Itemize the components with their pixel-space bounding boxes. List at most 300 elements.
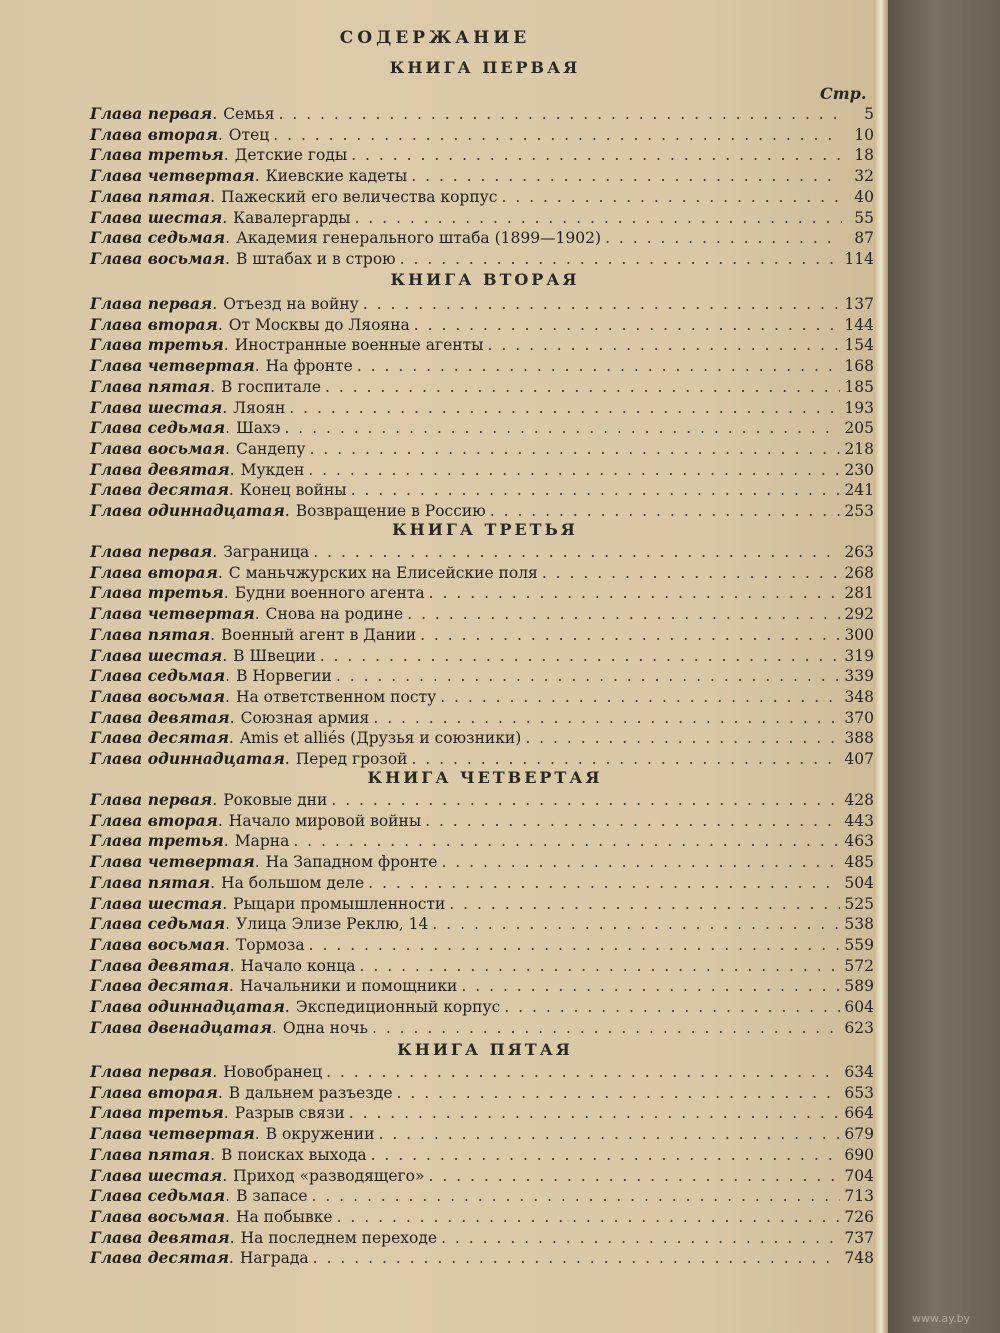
page-number: 690 bbox=[844, 1145, 874, 1164]
book-heading: КНИГА ЧЕТВЕРТАЯ bbox=[367, 768, 603, 787]
separator: . bbox=[225, 915, 231, 934]
separator: . bbox=[225, 439, 230, 458]
toc-entry[interactable] bbox=[90, 935, 874, 956]
chapter-title: Улица Элизе Реклю, 14 bbox=[236, 915, 429, 934]
toc-entry[interactable] bbox=[90, 914, 874, 935]
separator: . bbox=[222, 646, 228, 665]
dot-leader bbox=[289, 399, 840, 417]
separator: . bbox=[223, 1104, 229, 1123]
toc-entry[interactable] bbox=[90, 439, 874, 460]
chapter-title: Приход «разводящего» bbox=[233, 1166, 425, 1185]
toc-entry[interactable] bbox=[90, 1248, 874, 1269]
page-number: 348 bbox=[844, 687, 874, 706]
chapter-title: На последнем переходе bbox=[240, 1228, 438, 1247]
toc-entry[interactable] bbox=[90, 315, 874, 336]
dot-leader bbox=[461, 977, 840, 995]
page-number: 114 bbox=[844, 249, 874, 268]
toc-entry[interactable] bbox=[90, 790, 874, 811]
separator: . bbox=[222, 208, 228, 227]
separator: . bbox=[284, 502, 290, 520]
dot-leader bbox=[414, 316, 841, 334]
chapter-title: Будни военного агента bbox=[234, 584, 425, 603]
toc-entry[interactable] bbox=[90, 166, 874, 187]
chapter-number: Глава шестая bbox=[90, 397, 223, 417]
chapter-title: Ляоян bbox=[233, 398, 286, 417]
dot-leader bbox=[441, 1229, 840, 1247]
chapter-title: В поисках выхода bbox=[221, 1145, 367, 1164]
separator: . bbox=[284, 750, 290, 768]
toc-entry[interactable] bbox=[90, 1124, 874, 1145]
toc-entry[interactable] bbox=[90, 1186, 874, 1207]
page-number: 319 bbox=[844, 646, 874, 665]
separator: . bbox=[229, 1228, 235, 1247]
page-number: 87 bbox=[854, 229, 874, 248]
page-number: 339 bbox=[844, 667, 874, 686]
chapter-number: Глава вторая bbox=[90, 562, 218, 582]
chapter-title: В окружении bbox=[265, 1125, 375, 1144]
separator: . bbox=[223, 832, 229, 851]
separator: . bbox=[254, 605, 260, 624]
page-number: 463 bbox=[844, 832, 874, 851]
page-number: 713 bbox=[844, 1187, 874, 1206]
page-number: 726 bbox=[844, 1207, 874, 1226]
dot-leader bbox=[525, 729, 840, 747]
separator: . bbox=[254, 1125, 260, 1144]
dot-leader bbox=[308, 461, 840, 479]
chapter-number: Глава четвертая bbox=[90, 356, 255, 376]
toc-entry[interactable] bbox=[90, 542, 874, 563]
dot-leader bbox=[337, 1208, 841, 1226]
chapter-title: Перед грозой bbox=[295, 750, 408, 768]
page-number: 40 bbox=[854, 187, 874, 206]
chapter-title: На большом деле bbox=[221, 873, 365, 892]
chapter-number: Глава пятая bbox=[90, 376, 211, 396]
chapter-number: Глава пятая bbox=[90, 186, 211, 206]
watermark: www.ay.by bbox=[912, 1312, 971, 1325]
dot-leader bbox=[425, 812, 840, 830]
chapter-number: Глава восьмая bbox=[90, 686, 226, 706]
chapter-number: Глава третья bbox=[90, 583, 224, 603]
chapter-title: Начало мировой войны bbox=[228, 811, 422, 830]
dot-leader bbox=[349, 1104, 841, 1122]
separator: . bbox=[271, 1018, 277, 1037]
chapter-number: Глава десятая bbox=[90, 976, 229, 996]
separator: . bbox=[228, 977, 234, 996]
dot-leader bbox=[360, 957, 841, 975]
chapter-number: Глава седьмая bbox=[90, 228, 226, 248]
dot-leader bbox=[397, 1084, 841, 1102]
page-column-label: Стр. bbox=[820, 84, 867, 103]
toc-entry[interactable] bbox=[90, 501, 874, 522]
chapter-number: Глава десятая bbox=[90, 728, 229, 748]
chapter-title: Отец bbox=[228, 125, 270, 144]
page-number: 370 bbox=[844, 708, 874, 727]
chapter-title: Начало конца bbox=[240, 956, 356, 975]
book-heading: КНИГА ТРЕТЬЯ bbox=[392, 520, 578, 539]
dot-leader bbox=[441, 853, 840, 871]
chapter-number: Глава первая bbox=[90, 1062, 213, 1081]
chapter-title: Заграница bbox=[223, 543, 310, 561]
separator: . bbox=[225, 229, 231, 248]
chapter-title: Рыцари промышленности bbox=[233, 894, 446, 913]
dot-leader bbox=[501, 188, 842, 206]
chapter-number: Глава первая bbox=[90, 542, 213, 561]
separator: . bbox=[222, 398, 228, 417]
toc-entry[interactable] bbox=[90, 125, 874, 146]
toc-entry[interactable] bbox=[90, 956, 874, 977]
dot-leader bbox=[420, 626, 840, 644]
toc-entry[interactable] bbox=[90, 873, 874, 894]
chapter-title: Детские годы bbox=[234, 146, 348, 165]
dot-leader bbox=[273, 126, 842, 144]
separator: . bbox=[229, 956, 235, 975]
chapter-title: В дальнем разъезде bbox=[228, 1083, 393, 1102]
chapter-title: На Западном фронте bbox=[265, 853, 438, 872]
dot-leader bbox=[371, 1146, 841, 1164]
chapter-title: Академия генерального штаба (1899—1902) bbox=[236, 229, 602, 248]
toc-entry[interactable] bbox=[90, 294, 874, 315]
page-number: 407 bbox=[844, 750, 874, 768]
chapter-number: Глава девятая bbox=[90, 1227, 230, 1247]
separator: . bbox=[217, 811, 223, 830]
dot-leader bbox=[325, 378, 840, 396]
chapter-number: Глава шестая bbox=[90, 645, 223, 665]
chapter-number: Глава седьмая bbox=[90, 666, 226, 686]
chapter-title: На побывке bbox=[235, 1207, 333, 1226]
toc-entry[interactable] bbox=[90, 377, 874, 398]
dot-leader bbox=[373, 709, 840, 727]
chapter-number: Глава девятая bbox=[90, 955, 230, 975]
separator: . bbox=[210, 873, 216, 892]
chapter-title: В штабах и в строю bbox=[235, 249, 396, 268]
chapter-title: Тормоза bbox=[235, 935, 305, 954]
toc-entry[interactable] bbox=[90, 1166, 874, 1187]
chapter-number: Глава первая bbox=[90, 790, 213, 809]
chapter-title: Одна ночь bbox=[282, 1018, 368, 1037]
separator: . bbox=[222, 894, 228, 913]
dot-leader bbox=[363, 295, 841, 313]
chapter-number: Глава третья bbox=[90, 145, 224, 165]
page-number: 504 bbox=[844, 873, 874, 892]
separator: . bbox=[212, 295, 218, 313]
dot-leader bbox=[368, 874, 840, 892]
page-number: 623 bbox=[844, 1018, 874, 1037]
page-number: 185 bbox=[844, 377, 874, 396]
separator: . bbox=[228, 729, 234, 748]
separator: . bbox=[222, 1166, 228, 1185]
page-number: 653 bbox=[844, 1083, 874, 1102]
toc-entry[interactable] bbox=[90, 1083, 874, 1104]
chapter-title: Мукден bbox=[240, 460, 305, 479]
dot-leader bbox=[357, 357, 841, 375]
toc-entry[interactable] bbox=[90, 1103, 874, 1124]
separator: . bbox=[229, 460, 235, 479]
chapter-number: Глава восьмая bbox=[90, 1206, 226, 1226]
chapter-number: Глава вторая bbox=[90, 1082, 218, 1102]
chapter-number: Глава шестая bbox=[90, 893, 223, 913]
separator: . bbox=[225, 687, 230, 706]
separator: . bbox=[225, 249, 230, 268]
separator: . bbox=[228, 1249, 234, 1268]
toc-entry[interactable] bbox=[90, 852, 874, 873]
chapter-title: Экспедиционный корпус bbox=[295, 998, 501, 1016]
chapter-title: Роковые дни bbox=[223, 791, 328, 809]
page-number: 748 bbox=[844, 1249, 874, 1268]
chapter-number: Глава третья bbox=[90, 831, 224, 851]
chapter-title: Военный агент в Дании bbox=[221, 625, 417, 644]
chapter-number: Глава четвертая bbox=[90, 852, 255, 872]
page-number: 485 bbox=[844, 853, 874, 872]
separator: . bbox=[225, 667, 231, 686]
chapter-title: В Норвегии bbox=[236, 667, 332, 686]
separator: . bbox=[212, 1063, 218, 1081]
dot-leader bbox=[372, 1019, 840, 1037]
chapter-number: Глава шестая bbox=[90, 1165, 223, 1185]
chapter-title: Конец войны bbox=[239, 481, 347, 500]
chapter-title: В запасе bbox=[236, 1187, 308, 1206]
chapter-number: Глава четвертая bbox=[90, 604, 255, 624]
page-number: 443 bbox=[844, 811, 874, 830]
dot-leader bbox=[320, 647, 841, 665]
toc-entry[interactable] bbox=[90, 1145, 874, 1166]
page-number: 737 bbox=[844, 1228, 874, 1247]
chapter-number: Глава десятая bbox=[90, 480, 229, 500]
toc-entry[interactable] bbox=[90, 976, 874, 997]
separator: . bbox=[225, 419, 231, 438]
toc-entry[interactable] bbox=[90, 460, 874, 481]
dot-leader bbox=[331, 791, 840, 809]
chapter-title: На ответственном посту bbox=[235, 687, 437, 706]
book-heading: КНИГА ПЯТАЯ bbox=[397, 1040, 573, 1059]
page-number: 704 bbox=[844, 1166, 874, 1185]
dot-leader bbox=[351, 146, 842, 164]
separator: . bbox=[254, 853, 260, 872]
toc-entry[interactable] bbox=[90, 997, 874, 1018]
toc-entry[interactable] bbox=[90, 625, 874, 646]
chapter-number: Глава восьмая bbox=[90, 934, 226, 954]
chapter-number: Глава пятая bbox=[90, 872, 211, 892]
page-number: 144 bbox=[844, 315, 874, 334]
dot-leader bbox=[351, 481, 841, 499]
dot-leader bbox=[504, 998, 840, 1016]
toc-entry[interactable] bbox=[90, 418, 874, 439]
separator: . bbox=[225, 1187, 231, 1206]
dot-leader bbox=[449, 895, 840, 913]
dot-leader bbox=[429, 584, 841, 602]
chapter-number: Глава четвертая bbox=[90, 1124, 255, 1144]
toc-entry[interactable] bbox=[90, 1228, 874, 1249]
page-number: 664 bbox=[844, 1104, 874, 1123]
dot-leader bbox=[432, 915, 840, 933]
separator: . bbox=[225, 1207, 230, 1226]
chapter-number: Глава десятая bbox=[90, 1248, 229, 1268]
dot-leader bbox=[411, 167, 842, 185]
toc-entry[interactable] bbox=[90, 666, 874, 687]
chapter-title: Amis et alliés (Друзья и союзники) bbox=[239, 729, 522, 748]
page-number: 10 bbox=[854, 125, 874, 144]
chapter-title: Союзная армия bbox=[240, 708, 370, 727]
chapter-title: Разрыв связи bbox=[234, 1104, 345, 1123]
page-number: 559 bbox=[844, 935, 874, 954]
dot-leader bbox=[354, 209, 842, 227]
dot-leader bbox=[542, 564, 841, 582]
page-number: 218 bbox=[844, 439, 874, 458]
chapter-number: Глава третья bbox=[90, 335, 224, 355]
chapter-number: Глава седьмая bbox=[90, 418, 226, 438]
separator: . bbox=[217, 563, 223, 582]
chapter-title: Марна bbox=[234, 832, 290, 851]
toc-entry[interactable] bbox=[90, 1207, 874, 1228]
page-number: 634 bbox=[844, 1063, 874, 1081]
chapter-title: От Москвы до Ляояна bbox=[228, 315, 410, 334]
chapter-number: Глава восьмая bbox=[90, 438, 226, 458]
separator: . bbox=[223, 584, 229, 603]
page-number: 154 bbox=[844, 336, 874, 355]
separator: . bbox=[228, 481, 234, 500]
separator: . bbox=[210, 377, 216, 396]
chapter-title: С маньчжурских на Елисейские поля bbox=[228, 563, 538, 582]
dot-leader bbox=[284, 419, 840, 437]
toc-entry[interactable] bbox=[90, 104, 874, 125]
separator: . bbox=[223, 146, 229, 165]
chapter-number: Глава третья bbox=[90, 1103, 224, 1123]
page-number: 5 bbox=[864, 105, 874, 123]
toc-entry[interactable] bbox=[90, 480, 874, 501]
separator: . bbox=[254, 167, 260, 186]
chapter-number: Глава пятая bbox=[90, 1144, 211, 1164]
separator: . bbox=[254, 357, 260, 376]
chapter-title: Кавалергарды bbox=[233, 208, 351, 227]
dot-leader bbox=[411, 750, 840, 768]
page-number: 205 bbox=[844, 419, 874, 438]
toc-entry[interactable] bbox=[90, 831, 874, 852]
page-number: 18 bbox=[854, 146, 874, 165]
page-number: 241 bbox=[844, 481, 874, 500]
toc-entry[interactable] bbox=[90, 894, 874, 915]
toc-entry[interactable] bbox=[90, 228, 874, 249]
page-number: 525 bbox=[844, 894, 874, 913]
toc-entry[interactable] bbox=[90, 687, 874, 708]
dot-leader bbox=[605, 229, 842, 247]
chapter-number: Глава четвертая bbox=[90, 166, 255, 186]
page-number: 300 bbox=[844, 625, 874, 644]
dot-leader bbox=[310, 440, 841, 458]
chapter-number: Глава одиннадцатая bbox=[90, 749, 285, 768]
chapter-title: Иностранные военные агенты bbox=[234, 336, 484, 355]
chapter-title: Начальники и помощники bbox=[239, 977, 458, 996]
toc-entry[interactable] bbox=[90, 249, 874, 270]
chapter-number: Глава вторая bbox=[90, 124, 218, 144]
separator: . bbox=[210, 1145, 216, 1164]
dot-leader bbox=[293, 832, 840, 850]
dot-leader bbox=[309, 936, 841, 954]
page-number: 32 bbox=[854, 167, 874, 186]
chapter-title: Семья bbox=[223, 105, 275, 123]
dot-leader bbox=[378, 1125, 840, 1143]
book-heading: КНИГА ВТОРАЯ bbox=[390, 270, 580, 289]
page-number: 572 bbox=[844, 956, 874, 975]
page-number: 281 bbox=[844, 584, 874, 603]
toc-entry[interactable] bbox=[90, 811, 874, 832]
separator: . bbox=[225, 935, 230, 954]
separator: . bbox=[229, 708, 235, 727]
page-number: 268 bbox=[844, 563, 874, 582]
chapter-number: Глава одиннадцатая bbox=[90, 501, 285, 520]
page-number: 137 bbox=[844, 295, 874, 313]
dot-leader bbox=[440, 688, 840, 706]
chapter-title: Сандепу bbox=[235, 439, 306, 458]
toc-entry[interactable] bbox=[90, 208, 874, 229]
dot-leader bbox=[336, 667, 841, 685]
chapter-title: Отъезд на войну bbox=[223, 295, 359, 313]
dot-leader bbox=[313, 543, 840, 561]
dot-leader bbox=[490, 502, 841, 520]
toc-entry[interactable] bbox=[90, 708, 874, 729]
dot-leader bbox=[407, 605, 840, 623]
page-number: 292 bbox=[844, 605, 874, 624]
chapter-title: Возвращение в Россию bbox=[295, 502, 486, 520]
background-surface bbox=[888, 0, 1000, 1333]
page-number: 679 bbox=[844, 1125, 874, 1144]
toc-entry[interactable] bbox=[90, 728, 874, 749]
separator: . bbox=[217, 125, 223, 144]
chapter-number: Глава вторая bbox=[90, 810, 218, 830]
chapter-number: Глава седьмая bbox=[90, 914, 226, 934]
toc-entry[interactable] bbox=[90, 187, 874, 208]
page-number: 55 bbox=[854, 208, 874, 227]
dot-leader bbox=[312, 1187, 841, 1205]
chapter-title: Награда bbox=[239, 1249, 309, 1268]
chapter-number: Глава первая bbox=[90, 104, 213, 123]
toc-entry[interactable] bbox=[90, 563, 874, 584]
chapter-title: На фронте bbox=[265, 357, 353, 376]
toc-entry[interactable] bbox=[90, 1018, 874, 1039]
page-number: 253 bbox=[844, 502, 874, 520]
separator: . bbox=[210, 625, 216, 644]
page-number: 428 bbox=[844, 791, 874, 809]
toc-entry[interactable] bbox=[90, 145, 874, 166]
toc-entry[interactable] bbox=[90, 604, 874, 625]
dot-leader bbox=[428, 1167, 840, 1185]
page-number: 168 bbox=[844, 357, 874, 376]
toc-entry[interactable] bbox=[90, 583, 874, 604]
chapter-title: Киевские кадеты bbox=[265, 167, 408, 186]
separator: . bbox=[217, 315, 223, 334]
page-title: СОДЕРЖАНИЕ bbox=[339, 28, 531, 48]
chapter-title: Шахэ bbox=[236, 419, 281, 438]
dot-leader bbox=[488, 336, 841, 354]
chapter-title: В Швеции bbox=[233, 646, 316, 665]
book-heading: КНИГА ПЕРВАЯ bbox=[389, 58, 581, 77]
separator: . bbox=[217, 1083, 223, 1102]
page-number: 538 bbox=[844, 915, 874, 934]
toc-entry[interactable] bbox=[90, 1062, 874, 1083]
toc-entry[interactable] bbox=[90, 398, 874, 419]
chapter-number: Глава первая bbox=[90, 294, 213, 313]
chapter-number: Глава восьмая bbox=[90, 248, 226, 268]
chapter-number: Глава одиннадцатая bbox=[90, 997, 285, 1016]
toc-entry[interactable] bbox=[90, 335, 874, 356]
page-number: 230 bbox=[844, 460, 874, 479]
toc-entry[interactable] bbox=[90, 646, 874, 667]
dot-leader bbox=[326, 1063, 840, 1081]
dot-leader bbox=[279, 105, 843, 123]
toc-entry[interactable] bbox=[90, 749, 874, 770]
page-number: 589 bbox=[844, 977, 874, 996]
page-number: 604 bbox=[844, 998, 874, 1016]
toc-entry[interactable] bbox=[90, 356, 874, 377]
separator: . bbox=[210, 187, 216, 206]
